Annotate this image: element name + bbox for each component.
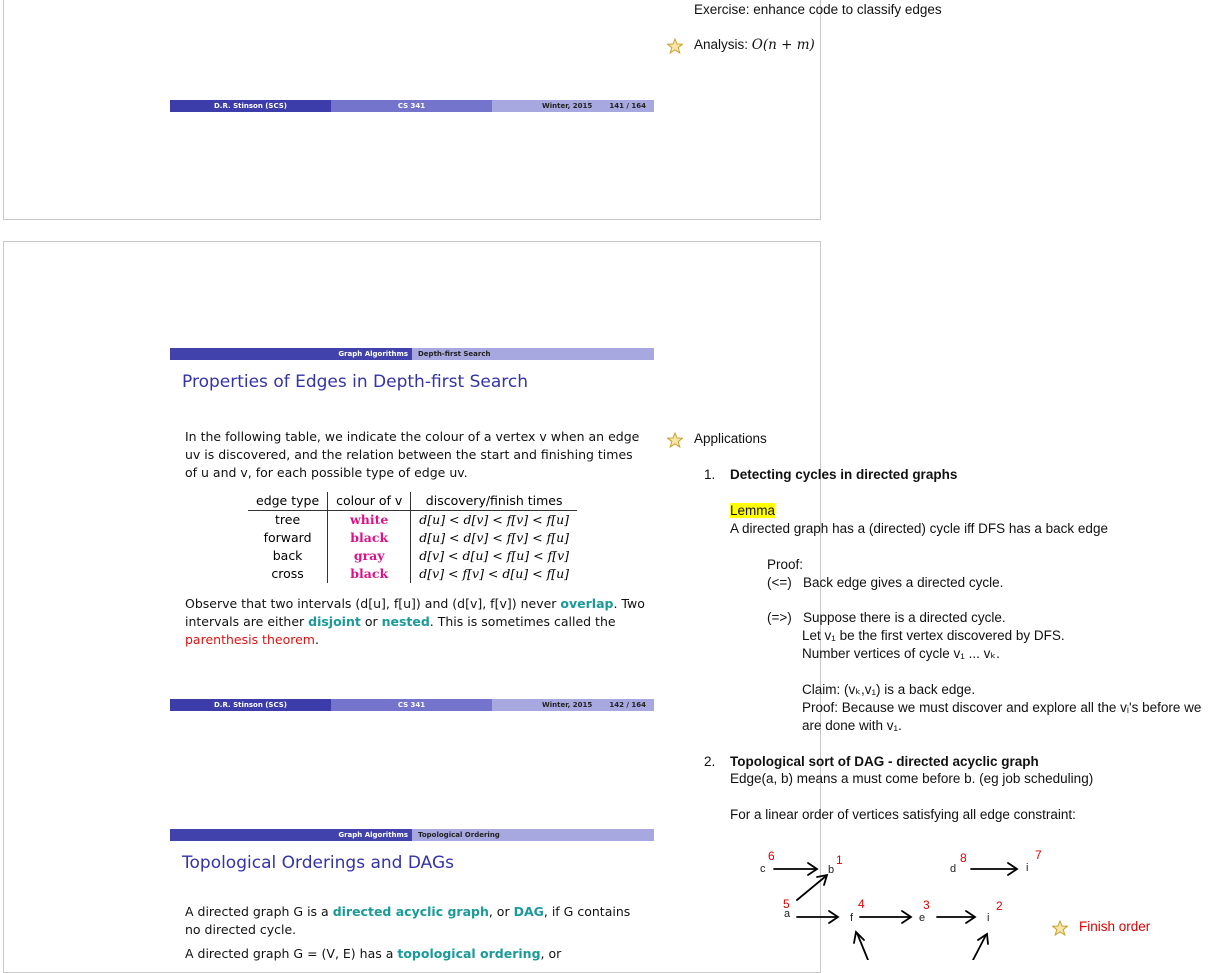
- observe-text: Observe that two intervals (d[u], f[u]) and (d[v], f[v]) never: [185, 596, 561, 611]
- table-cell: black: [328, 565, 411, 583]
- proof-claim-text: Claim: (vₖ,v₁) is a back edge.: [802, 682, 976, 697]
- graph-node: i: [987, 912, 990, 924]
- para-text: , or: [488, 904, 514, 919]
- dag-keyword: DAG: [513, 904, 544, 919]
- footer-term-page: [492, 699, 654, 711]
- finish-number: 2: [996, 899, 1003, 913]
- linear-order-text: For a linear order of vertices satisfying all edge constraint:: [730, 807, 1076, 822]
- finish-order-label: Finish order: [1079, 919, 1151, 934]
- proof-ge-label: (=>): [767, 610, 792, 625]
- footer-page: 142 / 164: [609, 701, 646, 709]
- proof-reason-line-1: Proof: Because we must discover and explore all the vᵢ's before we: [802, 700, 1202, 715]
- table-cell: black: [328, 529, 411, 547]
- slide-143-para-1: [185, 903, 645, 939]
- proof-le-label: (<=): [767, 575, 792, 590]
- header-section: Graph Algorithms: [170, 348, 412, 360]
- parenthesis-theorem: parenthesis theorem: [185, 632, 315, 647]
- slide-142-header: [170, 348, 654, 360]
- finish-number: 7: [1035, 848, 1042, 862]
- slide-142-intro: In the following table, we indicate the colour of a vertex v when an edge uv is discovered, and the relation between the start and finishing times of u and v, for each possible type of edge uv.: [185, 429, 640, 480]
- nested-keyword: nested: [381, 614, 430, 629]
- observe-text: . Two intervals are either: [185, 596, 645, 629]
- table-cell: back: [248, 547, 328, 565]
- dag-arrows: [740, 840, 1020, 960]
- slide-141-footer: [170, 100, 654, 112]
- slide-143-header: [170, 829, 654, 841]
- footer-term: Winter, 2015: [542, 102, 593, 110]
- observe-text: .: [314, 632, 319, 647]
- table-cell: d[u] < d[v] < f[v] < f[u]: [419, 530, 570, 545]
- finish-number: 8: [960, 851, 967, 865]
- footer-course: CS 341: [331, 699, 492, 711]
- graph-node: d: [950, 863, 957, 875]
- table-row: [248, 511, 577, 530]
- footer-course: CS 341: [331, 100, 492, 112]
- applications-heading: Applications: [694, 431, 767, 446]
- graph-node: b: [828, 864, 835, 876]
- proof-number-text: Number vertices of cycle v₁ ... vₖ.: [802, 646, 1000, 661]
- footer-term: Winter, 2015: [542, 701, 593, 709]
- slide-143-title: Topological Orderings and DAGs: [182, 853, 455, 873]
- table-row: [248, 529, 577, 547]
- finish-number: 4: [858, 897, 865, 911]
- table-header-cell: colour of v: [328, 492, 411, 511]
- item-1-number: 1.: [704, 467, 716, 482]
- footer-page: 141 / 164: [609, 102, 646, 110]
- finish-number: 5: [783, 897, 790, 911]
- para-text: , or: [540, 946, 562, 961]
- star-icon: [1052, 920, 1068, 936]
- table-cell: gray: [328, 547, 411, 565]
- table-cell: cross: [248, 565, 328, 583]
- slide-142-footer: [170, 699, 654, 711]
- star-icon: [667, 432, 683, 448]
- header-subsection: Topological Ordering: [412, 829, 654, 841]
- proof-label: Proof:: [767, 557, 804, 572]
- table-header-cell: discovery/finish times: [411, 492, 577, 511]
- slide-142-observation: [185, 595, 650, 649]
- footer-author: D.R. Stinson (SCS): [170, 100, 331, 112]
- graph-node: f: [850, 912, 854, 924]
- analysis-label: Analysis:: [694, 37, 752, 52]
- proof-let-text: Let v₁ be the first vertex discovered by DFS.: [802, 628, 1065, 643]
- finish-number: 3: [923, 898, 930, 912]
- table-cell: forward: [248, 529, 328, 547]
- para-text: A directed graph G = (V, E) has a: [185, 946, 398, 961]
- analysis-note: [694, 37, 815, 53]
- table-cell: d[u] < d[v] < f[v] < f[u]: [419, 512, 570, 527]
- header-section: Graph Algorithms: [170, 829, 412, 841]
- disjoint-keyword: disjoint: [308, 614, 361, 629]
- overlap-keyword: overlap: [560, 596, 614, 611]
- lemma-text: A directed graph has a (directed) cycle iff DFS has a back edge: [730, 521, 1108, 536]
- finish-number: 6: [768, 849, 775, 863]
- edge-constraint-text: Edge(a, b) means a must come before b. (eg job scheduling): [730, 771, 1094, 786]
- finish-number: 1: [836, 853, 843, 867]
- exercise-note: Exercise: enhance code to classify edges: [694, 2, 942, 17]
- table-header-row: [248, 492, 577, 511]
- table-cell: d[v] < d[u] < f[u] < f[v]: [419, 548, 570, 563]
- item-2-number: 2.: [704, 754, 716, 769]
- para-text: , if G contains no directed cycle.: [185, 904, 631, 937]
- para-text: A directed graph G is a: [185, 904, 333, 919]
- item-2-title: Topological sort of DAG - directed acyclic graph: [730, 754, 1039, 769]
- dag-full-keyword: directed acyclic graph: [332, 904, 489, 919]
- table-row: [248, 565, 577, 583]
- graph-node: e: [919, 912, 926, 924]
- observe-text: or: [360, 614, 382, 629]
- table-row: [248, 547, 577, 565]
- graph-node: c: [760, 863, 766, 875]
- footer-author: D.R. Stinson (SCS): [170, 699, 331, 711]
- star-icon: [667, 38, 683, 54]
- slide-143-para-2: [185, 945, 645, 963]
- graph-node: a: [784, 908, 791, 920]
- graph-node: i: [1026, 862, 1029, 874]
- proof-ge-text: Suppose there is a directed cycle.: [803, 610, 1006, 625]
- slide-142-title: Properties of Edges in Depth-first Search: [182, 372, 528, 392]
- table-header-cell: edge type: [248, 492, 328, 511]
- lemma-label: [730, 503, 775, 518]
- edge-properties-table: [248, 492, 577, 583]
- proof-le-text: Back edge gives a directed cycle.: [803, 575, 1004, 590]
- lemma-highlight: Lemma: [730, 503, 776, 518]
- table-cell: tree: [248, 511, 328, 530]
- table-cell: white: [328, 511, 411, 530]
- item-1-title: Detecting cycles in directed graphs: [730, 467, 958, 482]
- table-cell: d[v] < f[v] < d[u] < f[u]: [419, 566, 570, 581]
- topological-ordering-keyword: topological ordering: [397, 946, 541, 961]
- observe-text: . This is sometimes called the: [429, 614, 616, 629]
- proof-reason-line-2: are done with v₁.: [802, 718, 902, 733]
- analysis-math: O(n + m): [751, 37, 815, 53]
- footer-term-page: [492, 100, 654, 112]
- header-subsection: Depth-first Search: [412, 348, 654, 360]
